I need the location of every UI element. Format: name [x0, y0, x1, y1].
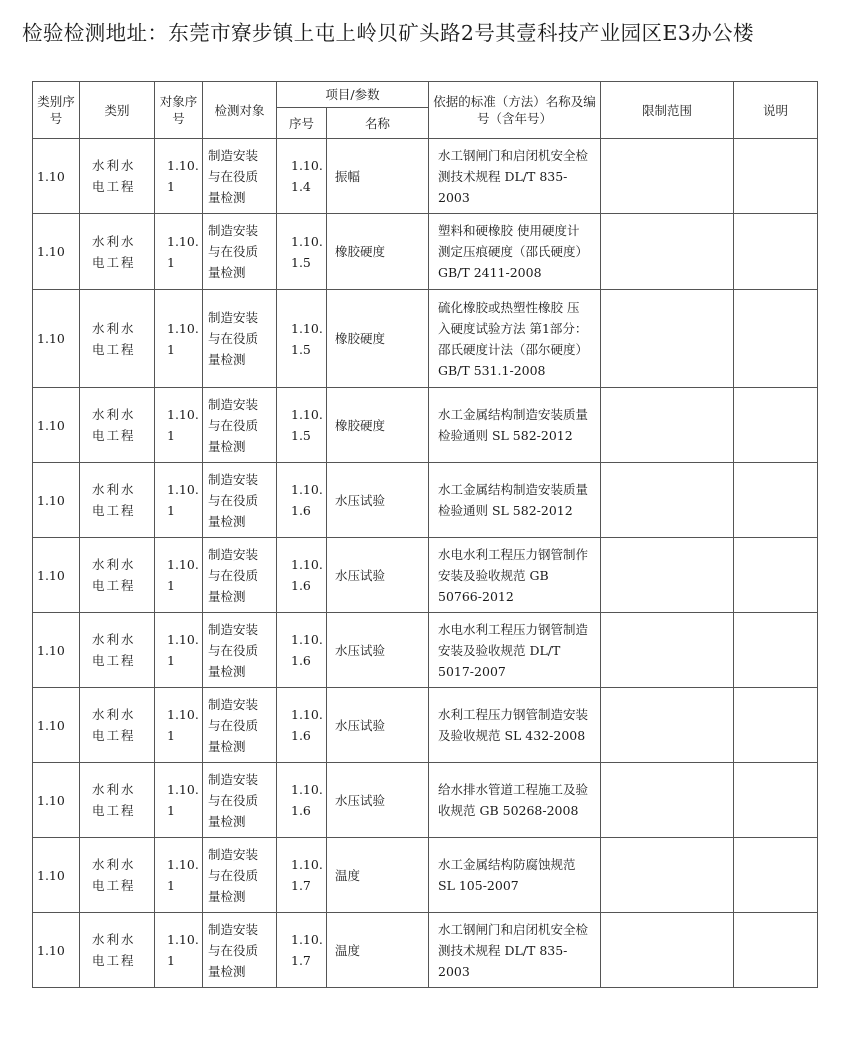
cell-item-number — [277, 613, 327, 688]
cell-category-text: 水利水 电工程 — [92, 632, 136, 668]
cell-category — [80, 913, 155, 988]
cell-standard — [429, 913, 601, 988]
cell-limit-scope — [601, 290, 734, 388]
cell-category-number-text: 1.10 — [37, 642, 65, 658]
cell-note — [734, 538, 818, 613]
cell-item-name-text: 水压试验 — [335, 492, 386, 508]
cell-standard-text: 水工钢闸门和启闭机安全检 测技术规程 DL/T 835-2003 — [438, 147, 589, 205]
table-row — [33, 838, 818, 913]
cell-inspection-object — [203, 613, 277, 688]
cell-category-number-text: 1.10 — [37, 244, 65, 259]
cell-category-number — [33, 388, 80, 463]
cell-object-number — [155, 838, 203, 913]
cell-category — [80, 763, 155, 838]
cell-category-number — [33, 763, 80, 838]
cell-category-number — [33, 538, 80, 613]
cell-standard-text: 给水排水管道工程施工及验 收规范 GB 50268-2008 — [438, 782, 589, 818]
cell-item-name — [327, 913, 429, 988]
cell-object-number — [155, 463, 203, 538]
cell-category — [80, 613, 155, 688]
cell-note — [734, 214, 818, 290]
cell-object-number — [155, 214, 203, 290]
cell-item-name — [327, 139, 429, 214]
cell-standard — [429, 838, 601, 913]
cell-category-number-text: 1.10 — [37, 792, 65, 808]
cell-item-number-text: 1.10. 1.5 — [291, 233, 323, 270]
cell-category-number-text: 1.10 — [37, 717, 65, 733]
cell-item-name — [327, 214, 429, 290]
cell-note — [734, 388, 818, 463]
table-row — [33, 613, 818, 688]
cell-standard — [429, 139, 601, 214]
cell-item-number-text: 1.10. 1.6 — [291, 482, 323, 518]
cell-item-name-text: 橡胶硬度 — [335, 331, 386, 346]
table-row — [33, 463, 818, 538]
cell-item-number — [277, 538, 327, 613]
table-row — [33, 913, 818, 988]
cell-object-number — [155, 913, 203, 988]
header-item-number: 序号 — [277, 108, 327, 139]
cell-item-number — [277, 139, 327, 214]
cell-object-number-text: 1.10. 1 — [167, 707, 199, 743]
cell-item-number — [277, 838, 327, 913]
cell-category-text: 水利水 电工程 — [92, 782, 136, 818]
cell-inspection-object-text: 制造安装 与在役质 量检测 — [208, 396, 259, 454]
cell-item-number — [277, 913, 327, 988]
cell-item-name — [327, 763, 429, 838]
cell-object-number-text: 1.10. 1 — [167, 857, 199, 893]
header-standard: 依据的标准（方法）名称及编号（含年号） — [429, 82, 601, 139]
cell-object-number-text: 1.10. 1 — [167, 320, 199, 357]
cell-category-number — [33, 913, 80, 988]
cell-object-number — [155, 613, 203, 688]
table-row — [33, 139, 818, 214]
table-row — [33, 214, 818, 290]
cell-limit-scope — [601, 463, 734, 538]
cell-item-number — [277, 214, 327, 290]
cell-item-name-text: 振幅 — [335, 168, 361, 184]
cell-note — [734, 613, 818, 688]
cell-category-text: 水利水 电工程 — [92, 857, 136, 893]
cell-item-name — [327, 290, 429, 388]
cell-standard — [429, 538, 601, 613]
cell-object-number — [155, 290, 203, 388]
cell-category — [80, 688, 155, 763]
cell-note — [734, 688, 818, 763]
cell-note — [734, 913, 818, 988]
inspection-scope-table — [32, 81, 818, 988]
header-note: 说明 — [734, 82, 818, 139]
cell-item-number-text: 1.10. 1.5 — [291, 407, 323, 443]
cell-item-name — [327, 538, 429, 613]
cell-category-number — [33, 613, 80, 688]
cell-standard-text: 水工金属结构制造安装质量 检验通则 SL 582-2012 — [438, 482, 589, 518]
cell-category — [80, 538, 155, 613]
cell-item-name-text: 橡胶硬度 — [335, 417, 386, 433]
cell-inspection-object-text: 制造安装 与在役质 量检测 — [208, 546, 259, 604]
cell-object-number-text: 1.10. 1 — [167, 557, 199, 593]
cell-item-number-text: 1.10. 1.6 — [291, 782, 323, 818]
cell-inspection-object-text: 制造安装 与在役质 量检测 — [208, 621, 259, 679]
cell-item-number-text: 1.10. 1.5 — [291, 320, 323, 357]
cell-item-name — [327, 613, 429, 688]
cell-inspection-object-text: 制造安装 与在役质 量检测 — [208, 696, 259, 754]
cell-category-number — [33, 838, 80, 913]
cell-category — [80, 388, 155, 463]
cell-limit-scope — [601, 613, 734, 688]
cell-limit-scope — [601, 688, 734, 763]
lab-address-heading: 检验检测地址：东莞市寮步镇上屯上岭贝矿头路2号其壹科技产业园区E3办公楼 — [22, 21, 754, 45]
cell-category-text: 水利水 电工程 — [92, 320, 136, 357]
cell-standard — [429, 463, 601, 538]
cell-object-number-text: 1.10. 1 — [167, 233, 199, 270]
cell-inspection-object — [203, 838, 277, 913]
cell-category — [80, 463, 155, 538]
cell-item-name-text: 水压试验 — [335, 717, 386, 733]
cell-category-number — [33, 214, 80, 290]
header-inspection-object: 检测对象 — [203, 82, 277, 139]
cell-inspection-object-text: 制造安装 与在役质 量检测 — [208, 771, 259, 829]
cell-category-number-text: 1.10 — [37, 567, 65, 583]
cell-object-number — [155, 388, 203, 463]
cell-category-number — [33, 290, 80, 388]
cell-object-number-text: 1.10. 1 — [167, 782, 199, 818]
cell-object-number-text: 1.10. 1 — [167, 632, 199, 668]
cell-object-number-text: 1.10. 1 — [167, 932, 199, 968]
cell-item-number-text: 1.10. 1.7 — [291, 857, 323, 893]
cell-category-number-text: 1.10 — [37, 942, 65, 958]
cell-category-text: 水利水 电工程 — [92, 407, 136, 443]
cell-standard-text: 水工钢闸门和启闭机安全检 测技术规程 DL/T 835-2003 — [438, 921, 589, 979]
cell-standard — [429, 688, 601, 763]
cell-standard-text: 水电水利工程压力钢管制造 安装及验收规范 DL/T 5017-2007 — [438, 621, 589, 679]
cell-inspection-object — [203, 763, 277, 838]
cell-limit-scope — [601, 388, 734, 463]
cell-item-number-text: 1.10. 1.4 — [291, 158, 323, 194]
cell-inspection-object — [203, 388, 277, 463]
cell-item-number-text: 1.10. 1.6 — [291, 557, 323, 593]
cell-inspection-object — [203, 463, 277, 538]
cell-standard — [429, 214, 601, 290]
cell-standard — [429, 763, 601, 838]
cell-note — [734, 290, 818, 388]
cell-standard-text: 水利工程压力钢管制造安装 及验收规范 SL 432-2008 — [438, 707, 589, 743]
table-row — [33, 538, 818, 613]
cell-standard-text: 硫化橡胶或热塑性橡胶 压 入硬度试验方法 第1部分： 邵氏硬度计法（邵尔硬度） GB/T 531.1-2008 — [438, 299, 589, 378]
cell-category-text: 水利水 电工程 — [92, 932, 136, 968]
cell-category-number-text: 1.10 — [37, 331, 65, 346]
table-row — [33, 688, 818, 763]
cell-object-number — [155, 538, 203, 613]
cell-item-name — [327, 688, 429, 763]
cell-category-number-text: 1.10 — [37, 417, 65, 433]
cell-item-number — [277, 388, 327, 463]
cell-standard-text: 塑料和硬橡胶 使用硬度计 测定压痕硬度（邵氏硬度） GB/T 2411-2008 — [438, 223, 589, 280]
cell-note — [734, 763, 818, 838]
header-limit-scope: 限制范围 — [601, 82, 734, 139]
cell-object-number-text: 1.10. 1 — [167, 158, 199, 194]
cell-inspection-object — [203, 290, 277, 388]
cell-item-name — [327, 838, 429, 913]
table-row — [33, 388, 818, 463]
cell-category-number — [33, 463, 80, 538]
cell-standard — [429, 290, 601, 388]
cell-standard — [429, 388, 601, 463]
cell-category-number-text: 1.10 — [37, 168, 65, 184]
header-item-parameter: 项目/参数 — [277, 82, 429, 108]
cell-inspection-object-text: 制造安装 与在役质 量检测 — [208, 471, 259, 529]
cell-item-number-text: 1.10. 1.6 — [291, 632, 323, 668]
cell-note — [734, 139, 818, 214]
cell-item-name-text: 水压试验 — [335, 792, 386, 808]
cell-item-number-text: 1.10. 1.7 — [291, 932, 323, 968]
cell-item-name — [327, 463, 429, 538]
cell-category-text: 水利水 电工程 — [92, 233, 136, 270]
cell-limit-scope — [601, 139, 734, 214]
cell-inspection-object — [203, 913, 277, 988]
cell-category — [80, 139, 155, 214]
cell-category-number-text: 1.10 — [37, 867, 65, 883]
cell-item-name — [327, 388, 429, 463]
table-row — [33, 763, 818, 838]
cell-standard-text: 水工金属结构制造安装质量 检验通则 SL 582-2012 — [438, 407, 589, 443]
table-row — [33, 290, 818, 388]
cell-inspection-object-text: 制造安装 与在役质 量检测 — [208, 846, 259, 904]
cell-category-text: 水利水 电工程 — [92, 158, 136, 194]
cell-category — [80, 214, 155, 290]
cell-item-number-text: 1.10. 1.6 — [291, 707, 323, 743]
cell-limit-scope — [601, 763, 734, 838]
cell-standard-text: 水电水利工程压力钢管制作 安装及验收规范 GB 50766-2012 — [438, 546, 589, 604]
cell-inspection-object-text: 制造安装 与在役质 量检测 — [208, 921, 259, 979]
cell-object-number — [155, 688, 203, 763]
cell-category-text: 水利水 电工程 — [92, 482, 136, 518]
cell-standard — [429, 613, 601, 688]
cell-item-name-text: 水压试验 — [335, 567, 386, 583]
cell-limit-scope — [601, 838, 734, 913]
cell-category-text: 水利水 电工程 — [92, 557, 136, 593]
cell-limit-scope — [601, 538, 734, 613]
cell-inspection-object — [203, 214, 277, 290]
cell-item-name-text: 温度 — [335, 942, 361, 958]
cell-item-name-text: 水压试验 — [335, 642, 386, 658]
cell-inspection-object-text: 制造安装 与在役质 量检测 — [208, 310, 259, 367]
cell-inspection-object-text: 制造安装 与在役质 量检测 — [208, 147, 259, 205]
cell-inspection-object — [203, 139, 277, 214]
cell-note — [734, 463, 818, 538]
cell-object-number-text: 1.10. 1 — [167, 407, 199, 443]
cell-inspection-object — [203, 538, 277, 613]
cell-inspection-object — [203, 688, 277, 763]
cell-item-number — [277, 688, 327, 763]
header-category-number: 类别序号 — [33, 82, 80, 139]
cell-limit-scope — [601, 913, 734, 988]
cell-item-number — [277, 763, 327, 838]
cell-inspection-object-text: 制造安装 与在役质 量检测 — [208, 223, 259, 280]
cell-note — [734, 838, 818, 913]
cell-item-number — [277, 463, 327, 538]
header-category: 类别 — [80, 82, 155, 139]
cell-category-number-text: 1.10 — [37, 492, 65, 508]
header-object-number: 对象序号 — [155, 82, 203, 139]
cell-object-number — [155, 763, 203, 838]
cell-object-number-text: 1.10. 1 — [167, 482, 199, 518]
cell-item-name-text: 橡胶硬度 — [335, 244, 386, 259]
cell-item-number — [277, 290, 327, 388]
cell-category-number — [33, 139, 80, 214]
cell-standard-text: 水工金属结构防腐蚀规范 SL 105-2007 — [438, 857, 576, 893]
cell-category — [80, 290, 155, 388]
cell-limit-scope — [601, 214, 734, 290]
cell-category-text: 水利水 电工程 — [92, 707, 136, 743]
cell-category — [80, 838, 155, 913]
cell-category-number — [33, 688, 80, 763]
cell-object-number — [155, 139, 203, 214]
cell-item-name-text: 温度 — [335, 867, 361, 883]
header-item-name: 名称 — [327, 108, 429, 139]
